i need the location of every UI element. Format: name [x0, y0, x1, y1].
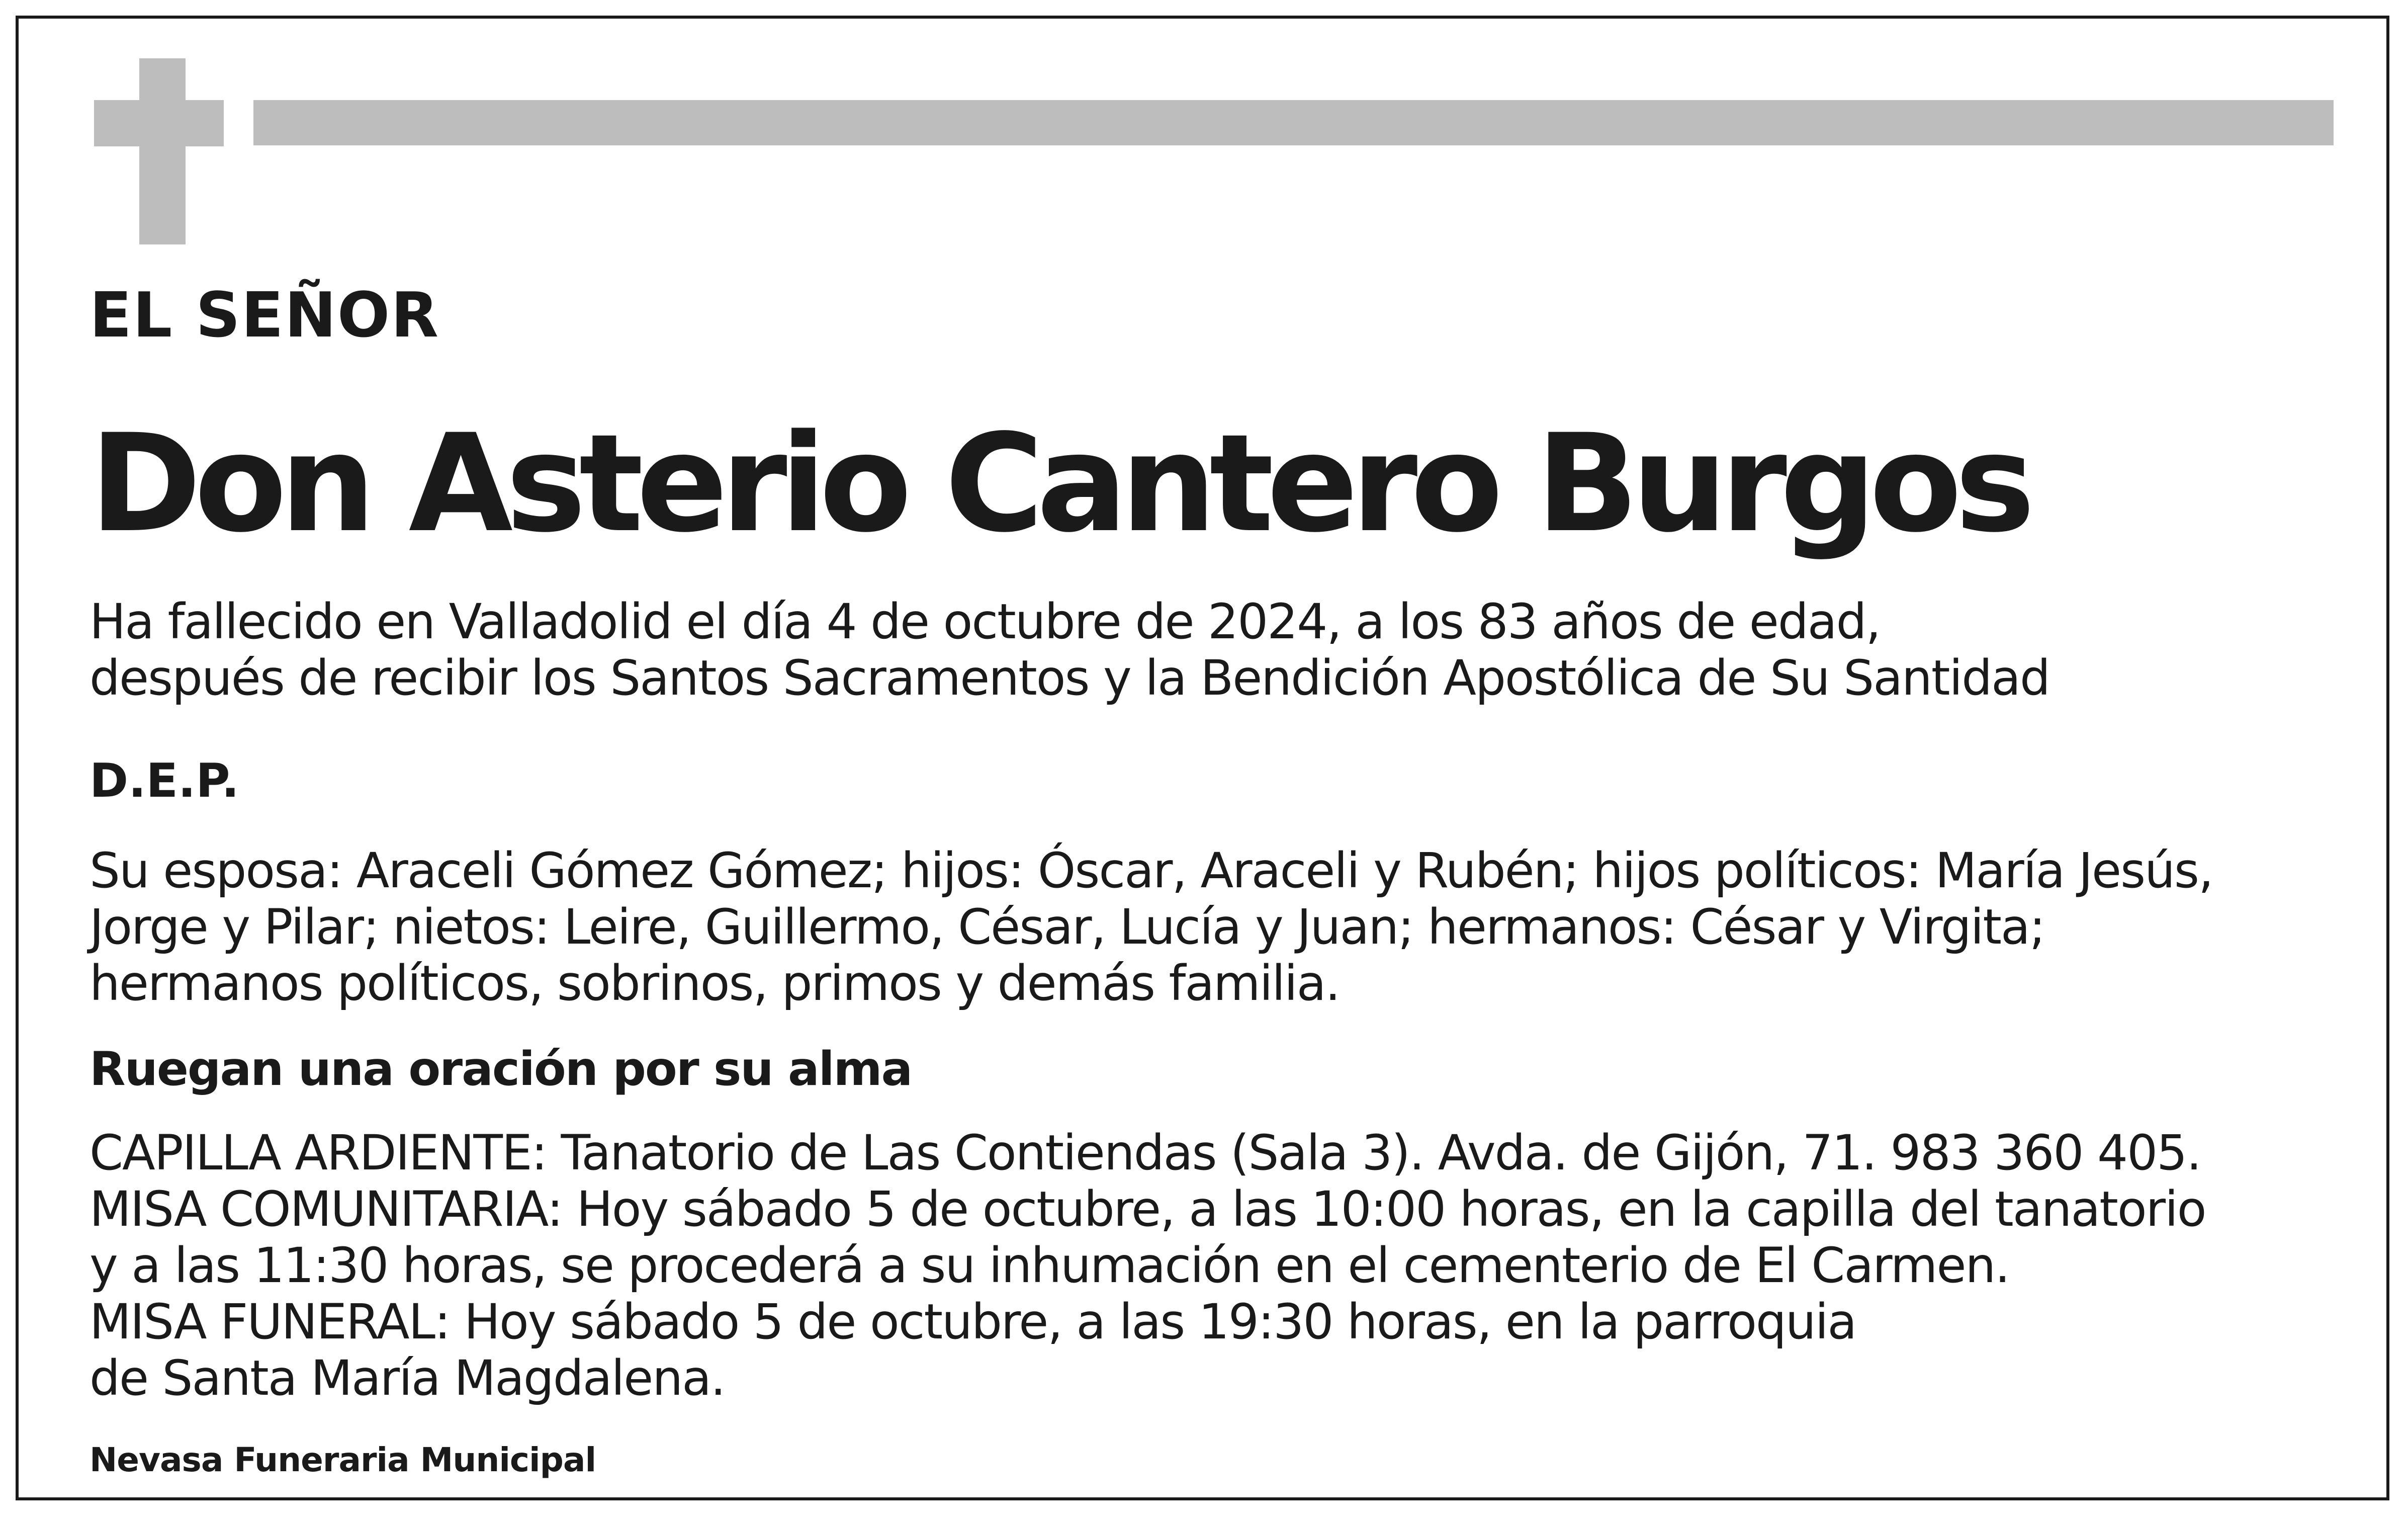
- service-line: MISA COMUNITARIA: Hoy sábado 5 de octubre, a las 10:00 horas, en la capilla del tanatorio: [90, 1181, 2206, 1237]
- service-line: de Santa María Magdalena.: [90, 1350, 725, 1406]
- family-line: Jorge y Pilar; nietos: Leire, Guillermo, César, Lucía y Juan; hermanos: César y Virgita;: [90, 899, 2045, 955]
- deceased-name: Don Asterio Cantero Burgos: [90, 405, 2028, 562]
- dep-abbreviation: D.E.P.: [90, 753, 239, 808]
- service-line: CAPILLA ARDIENTE: Tanatorio de Las Contiendas (Sala 3). Avda. de Gijón, 71. 983 360 405.: [90, 1125, 2201, 1181]
- family-line: hermanos políticos, sobrinos, primos y demás familia.: [90, 955, 1340, 1011]
- announcement-line: Ha fallecido en Valladolid el día 4 de octubre de 2024, a los 83 años de edad,: [90, 594, 1881, 650]
- funeral-home-name: Nevasa Funeraria Municipal: [90, 1441, 596, 1479]
- service-details: [90, 1125, 2206, 1406]
- death-announcement: [90, 594, 2049, 706]
- family-line: Su esposa: Araceli Gómez Gómez; hijos: Óscar, Araceli y Rubén; hijos políticos: María Jesús,: [90, 842, 2213, 899]
- service-line: y a las 11:30 horas, se procederá a su inhumación en el cementerio de El Carmen.: [90, 1237, 2009, 1294]
- announcement-line: después de recibir los Santos Sacramentos y la Bendición Apostólica de Su Santidad: [90, 650, 2049, 706]
- service-line: MISA FUNERAL: Hoy sábado 5 de octubre, a las 19:30 horas, en la parroquia: [90, 1294, 1856, 1350]
- title-prefix: EL SEÑOR: [90, 280, 440, 352]
- header-rule: [253, 100, 2334, 145]
- cross-vertical-bar: [139, 58, 186, 244]
- prayer-request: Ruegan una oración por su alma: [90, 1042, 912, 1096]
- family-list: [90, 842, 2212, 1011]
- cross-horizontal-bar: [94, 100, 224, 146]
